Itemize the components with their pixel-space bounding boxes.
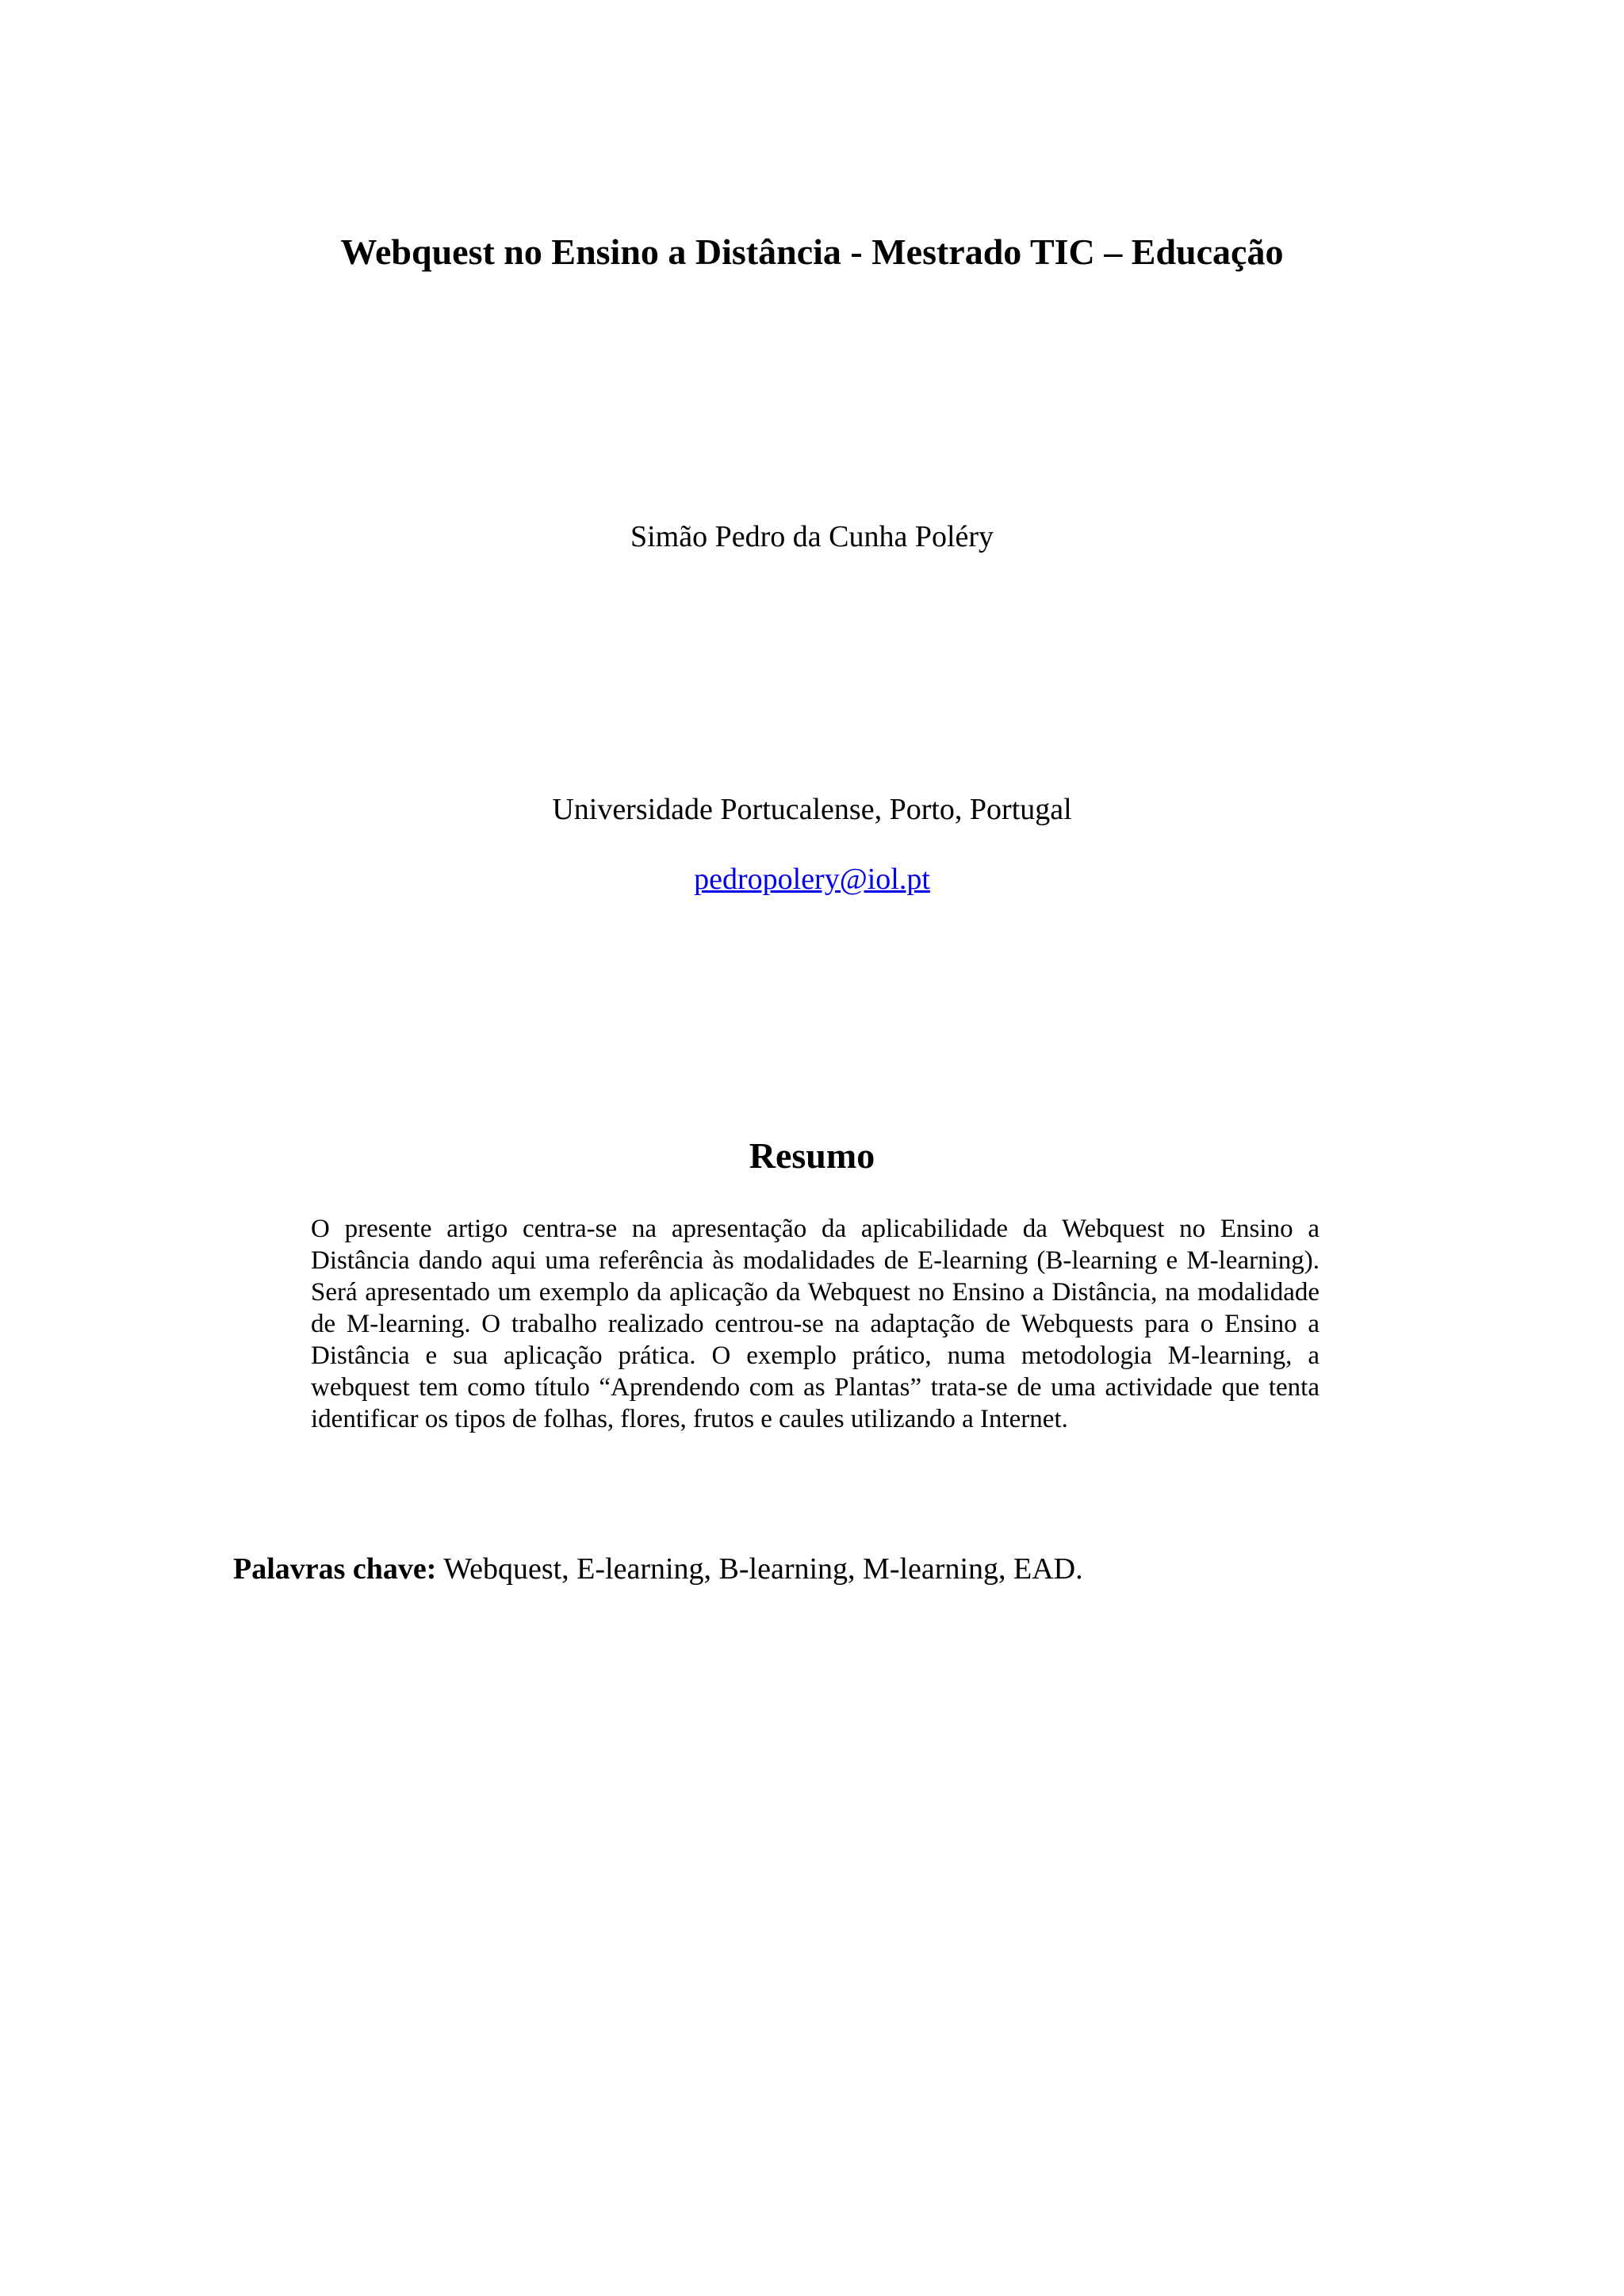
keywords-line — [233, 1549, 1391, 1589]
author-email-line — [0, 859, 1624, 899]
author-name: Simão Pedro da Cunha Poléry — [630, 520, 994, 553]
author-email-link[interactable]: pedropolery@iol.pt — [694, 863, 930, 896]
paper-title: Webquest no Ensino a Distância - Mestrado TIC – Educação — [340, 232, 1284, 272]
keywords-value: Webquest, E-learning, B-learning, M-learning, EAD. — [443, 1552, 1083, 1586]
author-affiliation: Universidade Portucalense, Porto, Portugal — [552, 793, 1072, 826]
abstract-text: O presente artigo centra-se na apresentação da aplicabilidade da Webquest no Ensino a Distância dando aqui uma referência às modalidades de E-learning (B-learning e M-learning). Será apresentado um exemplo da aplicação da Webquest no Ensino a Distância, na modalidade de M-learning. O trabalho realizado centrou-se na adaptação de Webquests para o Ensino a Distância e sua aplicação prática. O exemplo prático, numa metodologia M-learning, a webquest tem como título “Aprendendo com as Plantas” trata-se de uma actividade que tenta identificar os tipos de folhas, flores, frutos e caules utilizando a Internet. — [311, 1215, 1320, 1433]
keywords-label: Palavras chave: — [233, 1552, 437, 1586]
abstract-heading: Resumo — [749, 1135, 875, 1176]
